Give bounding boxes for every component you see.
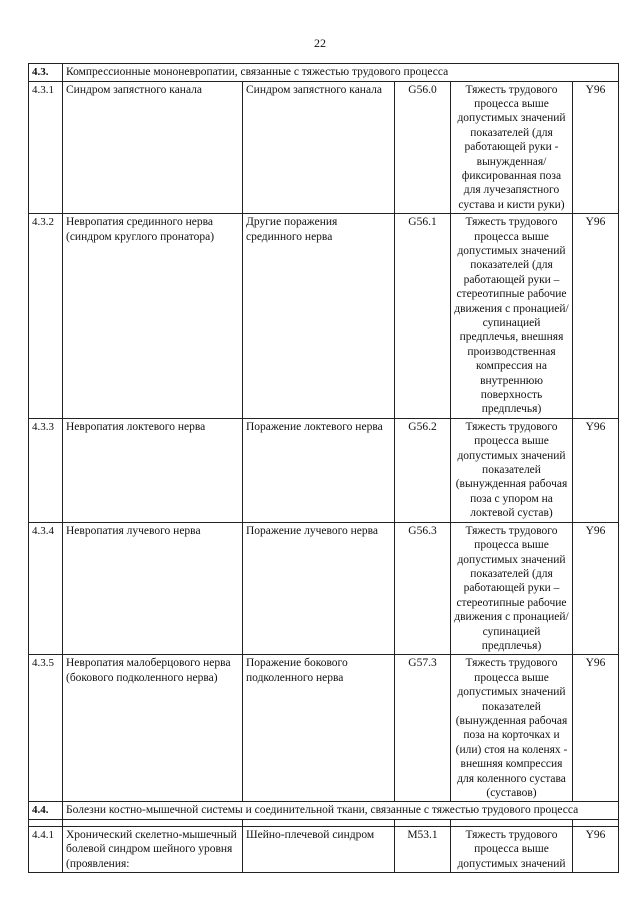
page-number: 22: [314, 36, 326, 50]
section-row: [29, 64, 619, 82]
table-row: [29, 826, 619, 873]
icd-code: G56.1: [395, 214, 451, 419]
external-cause-code: Y96: [573, 214, 619, 419]
external-cause-code: Y96: [573, 655, 619, 802]
diagnosis-name: Поражение бокового подколенного нерва: [243, 655, 395, 802]
row-number: 4.3.2: [29, 214, 63, 419]
row-number: 4.3.3: [29, 418, 63, 522]
icd-code: G56.2: [395, 418, 451, 522]
table-row: [29, 655, 619, 802]
harmful-factor: Тяжесть трудового процесса выше допустимых значений показателей (для работающей руки – стереотипные рабочие движения с пронацией/супинацией предплечья): [451, 522, 573, 655]
table-row: [29, 522, 619, 655]
icd-code: G57.3: [395, 655, 451, 802]
diagnosis-name: Поражение лучевого нерва: [243, 522, 395, 655]
row-number: 4.3.1: [29, 81, 63, 214]
section-title: Компрессионные мононевропатии, связанные с тяжестью трудового процесса: [63, 64, 619, 82]
disease-name: Невропатия лучевого нерва: [63, 522, 243, 655]
row-number: 4.3.5: [29, 655, 63, 802]
disease-name: Невропатия малоберцового нерва (бокового подколенного нерва): [63, 655, 243, 802]
icd-code: G56.0: [395, 81, 451, 214]
harmful-factor: Тяжесть трудового процесса выше допустимых значений показателей (для работающей руки – стереотипные рабочие движения с пронацией/супинацией предплечья, внешняя производственная компрессия на внутреннюю поверхность предплечья): [451, 214, 573, 419]
row-number: 4.3.4: [29, 522, 63, 655]
section-title: Болезни костно-мышечной системы и соединительной ткани, связанные с тяжестью трудового процесса: [63, 802, 619, 820]
external-cause-code: Y96: [573, 418, 619, 522]
section-row: [29, 802, 619, 820]
harmful-factor: Тяжесть трудового процесса выше допустимых значений показателей (вынужденная рабочая поза с упором на локтевой сустав): [451, 418, 573, 522]
table-row: [29, 81, 619, 214]
occupational-diseases-table: [28, 63, 619, 873]
diagnosis-name: Поражение локтевого нерва: [243, 418, 395, 522]
external-cause-code: Y96: [573, 826, 619, 873]
disease-name: Синдром запястного канала: [63, 81, 243, 214]
spacer-row: [29, 819, 619, 826]
diagnosis-name: Другие поражения срединного нерва: [243, 214, 395, 419]
table-row: [29, 214, 619, 419]
icd-code: G56.3: [395, 522, 451, 655]
icd-code: M53.1: [395, 826, 451, 873]
row-number: 4.4.1: [29, 826, 63, 873]
external-cause-code: Y96: [573, 81, 619, 214]
section-number: 4.4.: [29, 802, 63, 820]
disease-name: Хронический скелетно-мышечный болевой синдром шейного уровня (проявления:: [63, 826, 243, 873]
section-number: 4.3.: [29, 64, 63, 82]
harmful-factor: Тяжесть трудового процесса выше допустимых значений показателей (для работающей руки - вынужденная/ фиксированная поза для лучезапястного сустава и кисти руки): [451, 81, 573, 214]
table-row: [29, 418, 619, 522]
disease-name: Невропатия локтевого нерва: [63, 418, 243, 522]
harmful-factor: Тяжесть трудового процесса выше допустимых значений показателей (вынужденная рабочая поза на корточках и (или) стоя на коленях - внешняя компрессия для коленного сустава (суставов): [451, 655, 573, 802]
diagnosis-name: Синдром запястного канала: [243, 81, 395, 214]
disease-name: Невропатия срединного нерва (синдром круглого пронатора): [63, 214, 243, 419]
diagnosis-name: Шейно-плечевой синдром: [243, 826, 395, 873]
harmful-factor: Тяжесть трудового процесса выше допустимых значений: [451, 826, 573, 873]
external-cause-code: Y96: [573, 522, 619, 655]
